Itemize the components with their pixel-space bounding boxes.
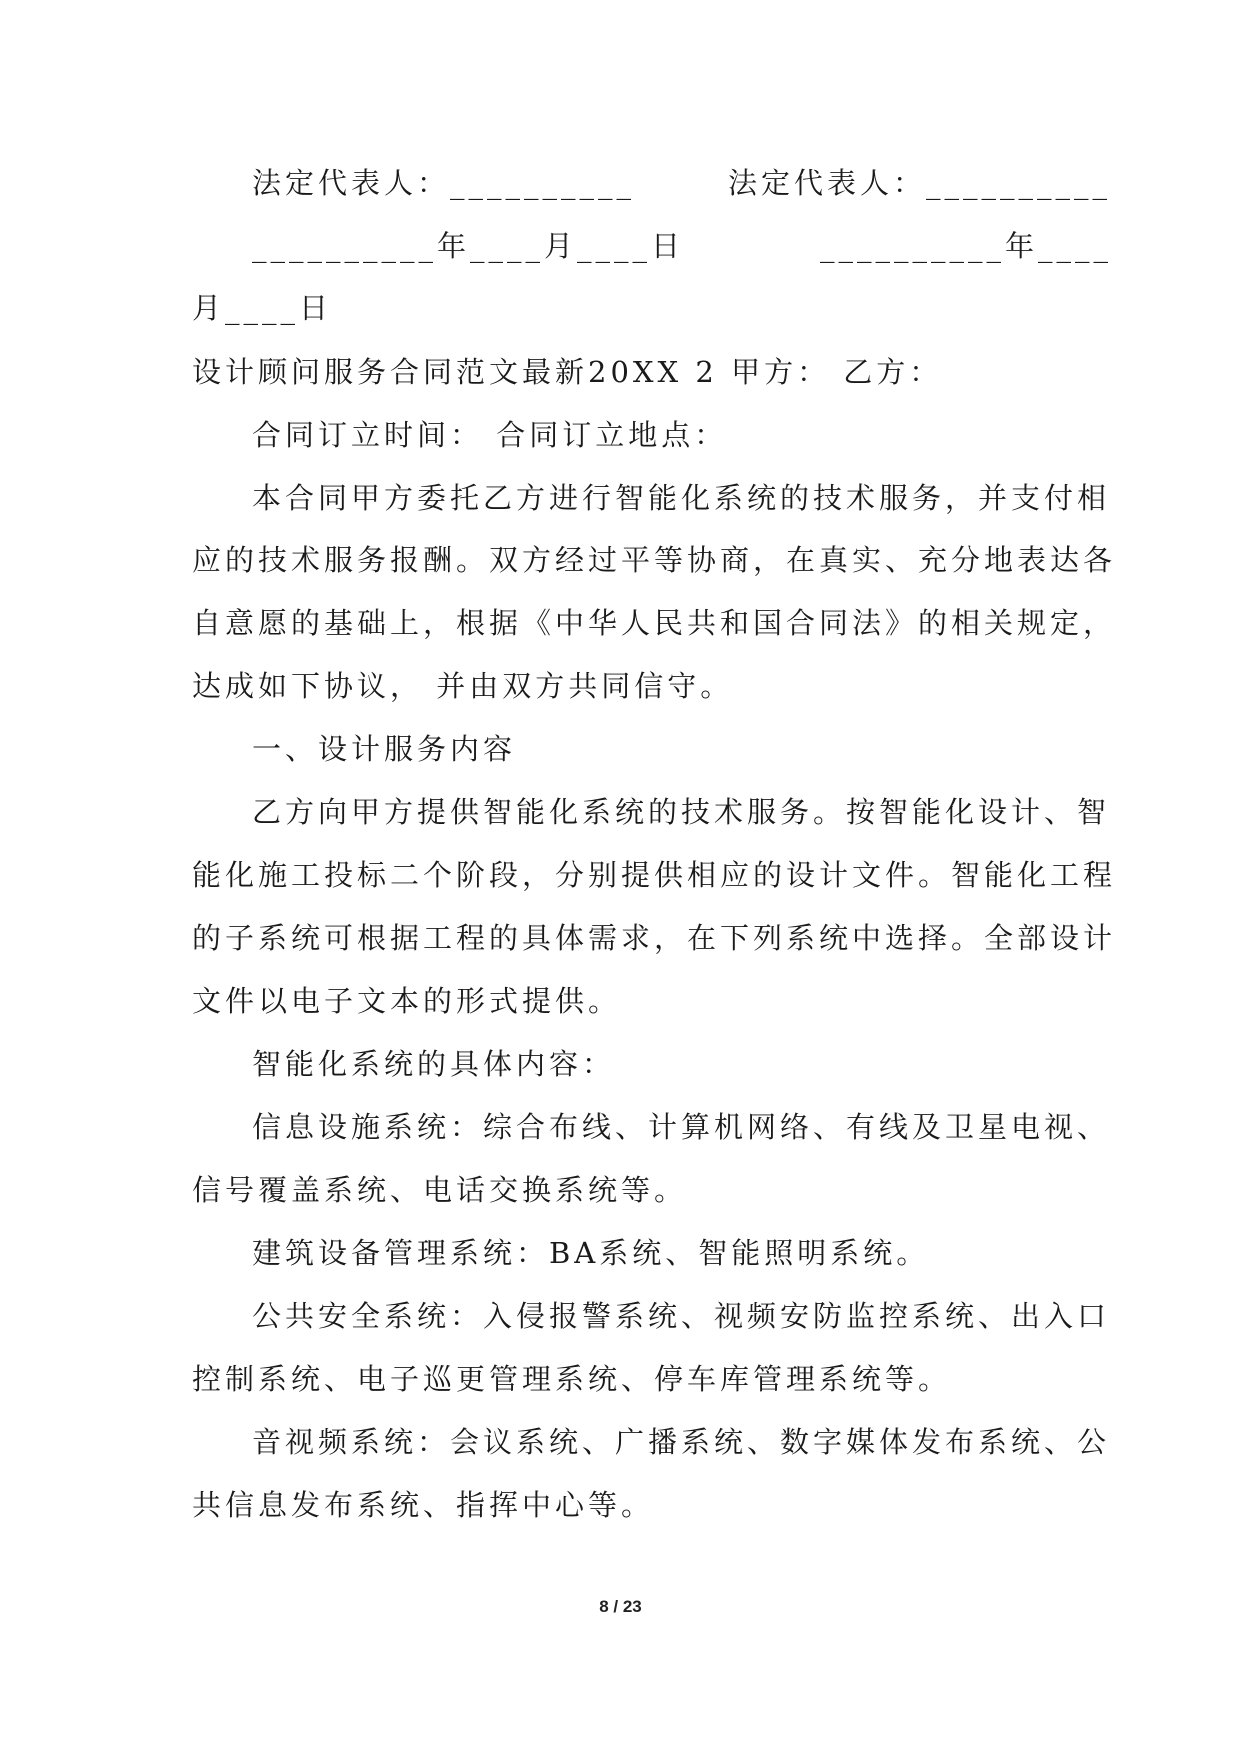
right-legal-rep: 法定代表人：__________ bbox=[728, 166, 1112, 200]
building-systems-line: 建筑设备管理系统：BA系统、智能照明系统。 bbox=[252, 1236, 930, 1270]
av-systems-line-2: 共信息发布系统、指挥中心等。 bbox=[192, 1488, 655, 1522]
systems-heading: 智能化系统的具体内容： bbox=[252, 1047, 616, 1081]
section-body-line-2: 能化施工投标二个阶段，分别提供相应的设计文件。智能化工程 bbox=[192, 858, 1117, 892]
intro-line-3: 自意愿的基础上，根据《中华人民共和国合同法》的相关规定， bbox=[192, 606, 1117, 640]
section-body-line-4: 文件以电子文本的形式提供。 bbox=[192, 984, 622, 1018]
security-systems-line-2: 控制系统、电子巡更管理系统、停车库管理系统等。 bbox=[192, 1362, 952, 1396]
left-signing-date: __________年____月____日 bbox=[252, 229, 685, 263]
intro-line-1: 本合同甲方委托乙方进行智能化系统的技术服务，并支付相 bbox=[252, 481, 1111, 515]
security-systems-line-1: 公共安全系统：入侵报警系统、视频安防监控系统、出入口 bbox=[252, 1299, 1111, 1333]
intro-line-2: 应的技术服务报酬。双方经过平等协商，在真实、充分地表达各 bbox=[192, 543, 1117, 577]
intro-line-4: 达成如下协议， 并由双方共同信守。 bbox=[192, 669, 734, 703]
contract-time-place: 合同订立时间： 合同订立地点： bbox=[252, 418, 728, 452]
document-title-line: 设计顾问服务合同范文最新20XX 2 甲方： 乙方： bbox=[192, 355, 943, 389]
info-systems-line-2: 信号覆盖系统、电话交换系统等。 bbox=[192, 1173, 688, 1207]
right-signing-date: __________年____ bbox=[820, 229, 1113, 263]
section-heading: 一、设计服务内容 bbox=[252, 732, 517, 766]
av-systems-line-1: 音视频系统：会议系统、广播系统、数字媒体发布系统、公 bbox=[252, 1425, 1111, 1459]
section-body-line-1: 乙方向甲方提供智能化系统的技术服务。按智能化设计、智 bbox=[252, 795, 1111, 829]
section-body-line-3: 的子系统可根据工程的具体需求，在下列系统中选择。全部设计 bbox=[192, 921, 1117, 955]
left-legal-rep: 法定代表人：__________ bbox=[252, 166, 636, 200]
right-signing-date-cont: 月____日 bbox=[192, 291, 333, 325]
info-systems-line-1: 信息设施系统：综合布线、计算机网络、有线及卫星电视、 bbox=[252, 1110, 1111, 1144]
page-number: 8 / 23 bbox=[599, 1597, 642, 1616]
